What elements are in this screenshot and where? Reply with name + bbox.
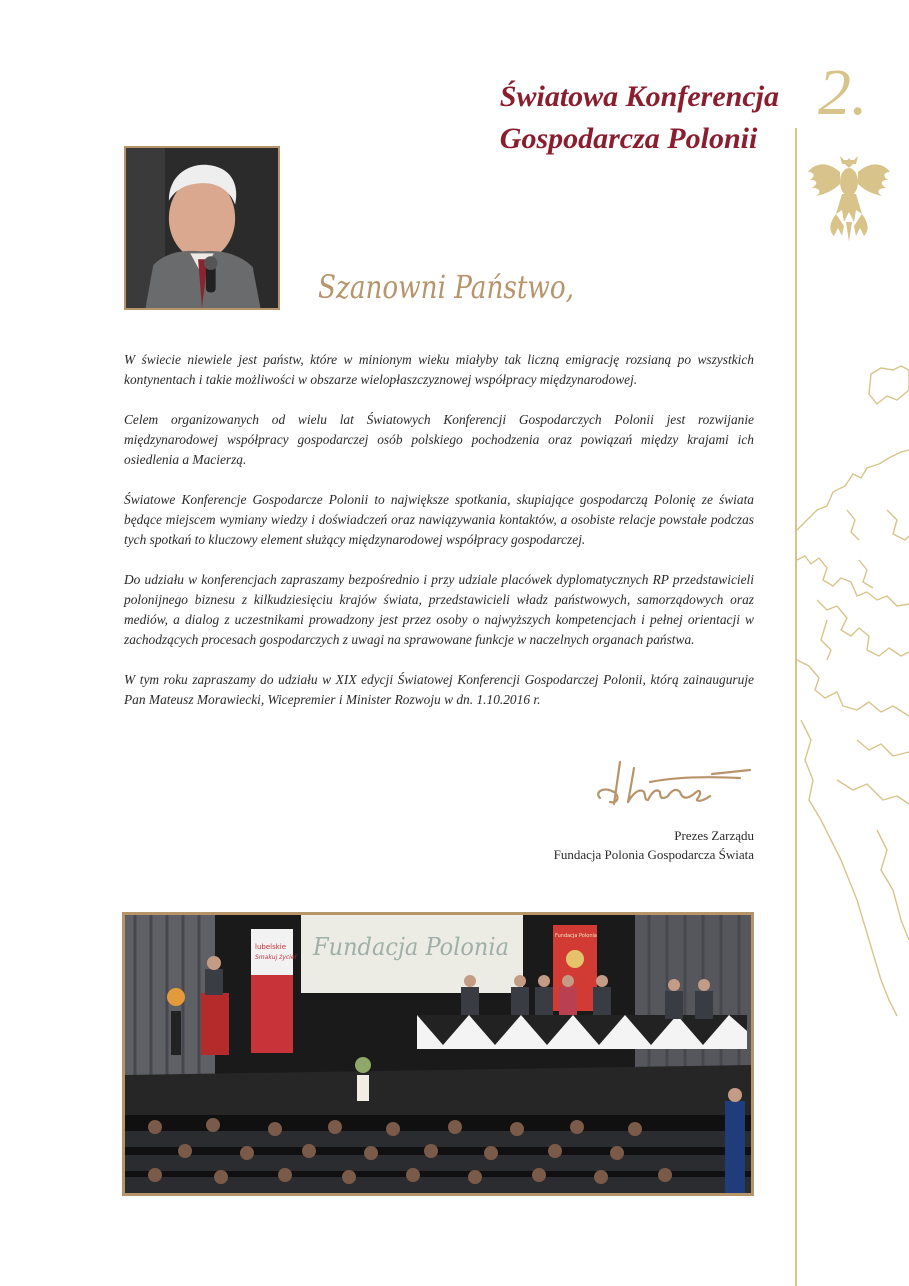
page-number: 2. (818, 56, 868, 129)
eagle-emblem-icon (806, 150, 892, 246)
signatory-block (554, 826, 754, 864)
banner-left-slogan: Smakuj życie! (255, 954, 297, 961)
handwritten-signature (590, 752, 754, 814)
conference-photo (122, 912, 754, 1196)
signatory-role: Prezes Zarządu (674, 828, 754, 843)
letter-body (124, 350, 754, 730)
signatory-organization: Fundacja Polonia Gospodarcza Świata (553, 847, 754, 862)
page-title (500, 76, 779, 160)
paragraph-5: W tym roku zapraszamy do udziału w XIX edycji Światowej Konferencji Gospodarczej Polonii, którą zainauguruje Pan Mateusz Morawiecki, Wicepremier i Minister Rozwoju w dn. 1.10.2016 r. (124, 672, 754, 707)
banner-left-caption: lubelskie (255, 943, 287, 951)
greeting-handwritten (318, 262, 578, 312)
paragraph-4: Do udziału w konferencjach zapraszamy bezpośrednio i przy udziale placówek dyplomatycznych RP przedstawicieli polonijnego biznesu z kilkudziesięciu krajów świata, przedstawicieli władz państwowych, samorządowych oraz mediów, a dialog z uczestnikami prowadzony jest przez osoby o najwyższych kompetencjach i pełnej orientacji w zachodzących procesach gospodarczych z uwagi na sprawowane funkcje w naczelnych organach państwa. (124, 572, 754, 647)
portrait-photo (124, 146, 280, 310)
title-line-2: Gospodarcza Polonii (499, 122, 758, 155)
banner-right-caption: Fundacja Polonia (555, 933, 597, 939)
screen-caption: Fundacja Polonia (312, 933, 509, 961)
title-line-1: Światowa Konferencja (499, 80, 779, 113)
world-map-outline (797, 360, 909, 1020)
paragraph-1: W świecie niewiele jest państw, które w minionym wieku miałyby tak liczną emigrację rozsianą po wszystkich kontynentach i takie możliwości w obszarze wielopłaszczyznowej współpracy międzynarodowej. (124, 352, 754, 387)
paragraph-3: Światowe Konferencje Gospodarcze Polonii to największe spotkania, skupiające gospodarczą Polonię ze świata będące miejscem wymiany wiedzy i doświadczeń oraz nawiązywania kontaktów, a osobiste relacje powstałe podczas tych spotkań to kluczowy element służący międzynarodowej współpracy gospodarczej. (124, 492, 754, 547)
paragraph-2: Celem organizowanych od wielu lat Światowych Konferencji Gospodarczych Polonii jest rozwijanie międzynarodowej współpracy gospodarczej osób polskiego pochodzenia oraz powiązań między krajami ich osiedlenia a Macierzą. (124, 412, 754, 467)
greeting-text: Szanowni Państwo, (318, 268, 574, 306)
